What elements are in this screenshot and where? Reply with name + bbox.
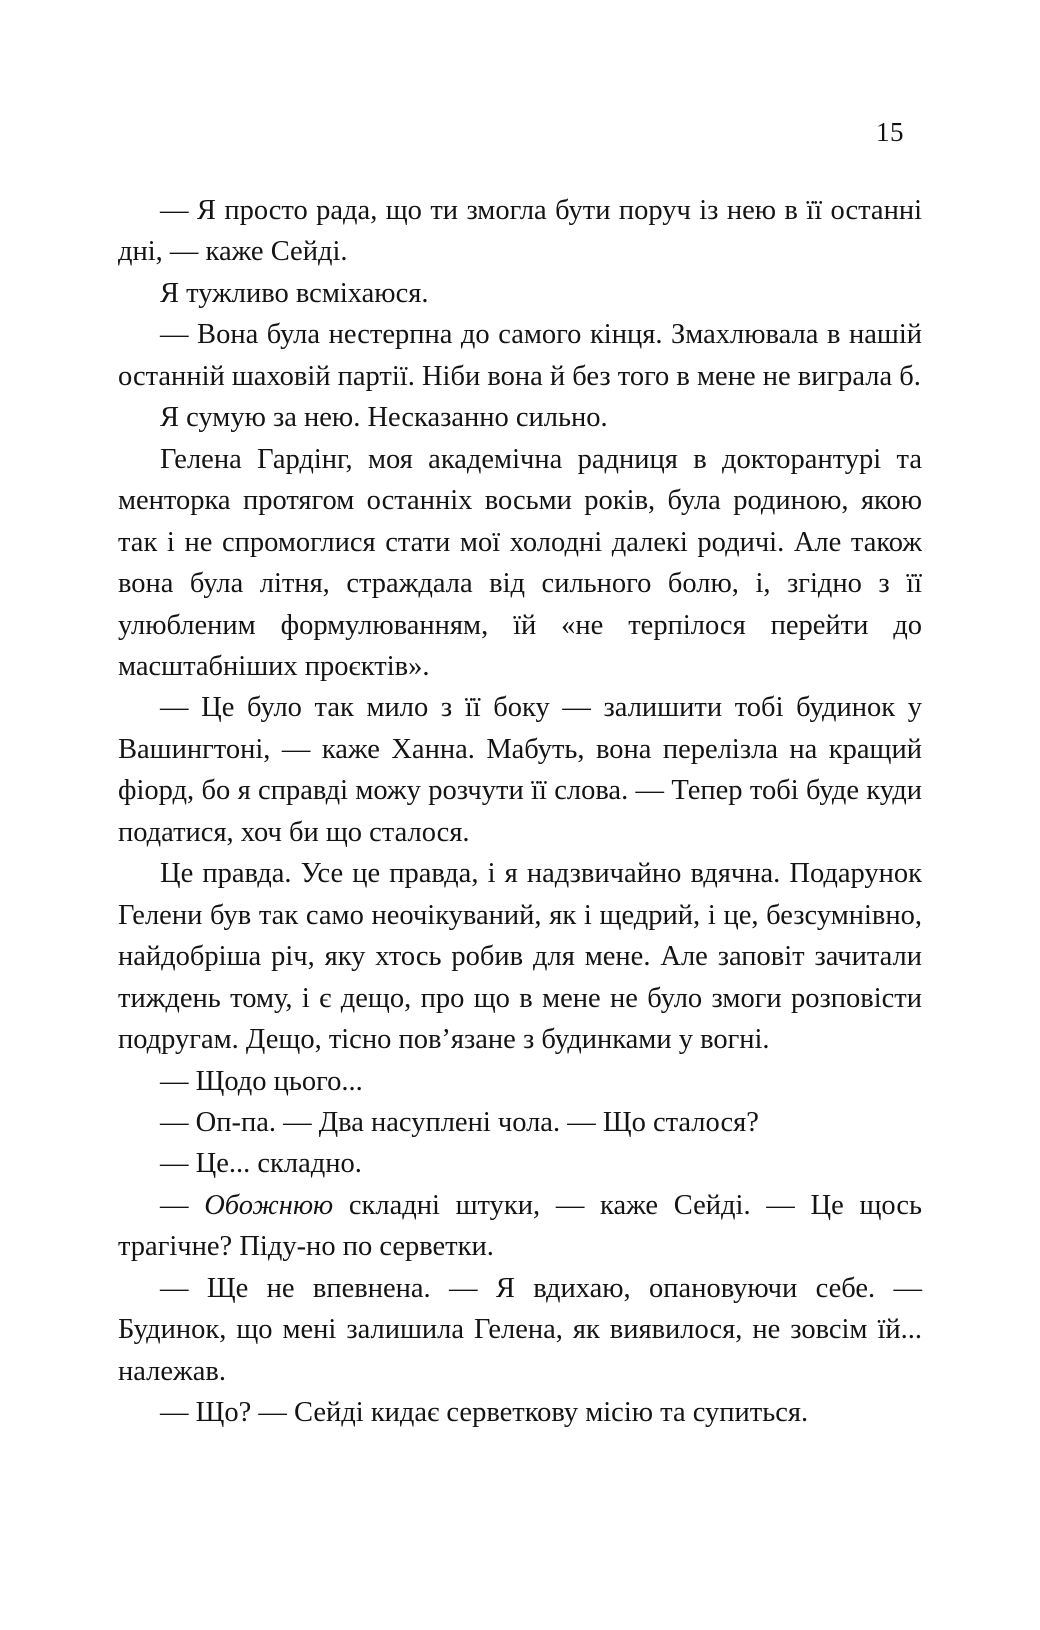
paragraph: — Щодо цього...: [160, 1065, 363, 1097]
page-body: [118, 190, 922, 1434]
paragraph: — Це... складно.: [160, 1148, 362, 1180]
paragraph-italic-lead: — Обожнюю складні штуки, — каже Сейді. — Це щось трагічне? Піду-но по серветки.: [118, 1189, 923, 1263]
italic-phrase: Обожнюю: [204, 1189, 334, 1221]
paragraph: — Оп-па. — Два насуплені чола. — Що сталося?: [160, 1106, 759, 1138]
page-number: 15: [876, 117, 904, 147]
paragraph: Я тужливо всміхаюся.: [160, 277, 429, 309]
paragraph: — Я просто рада, що ти змогла бути поруч із нею в її останні дні, — каже Сейді.: [118, 195, 922, 268]
paragraph: Це правда. Усе це правда, і я надзвичайно вдячна. Подарунок Гелени був так само неочікуваний, як і щедрий, і це, безсумнівно, найдобріша річ, яку хтось робив для мене. Але заповіт зачитали тиждень тому, і є дещо, про що в мене не було змоги розповісти подругам. Дещо, тісно пов’язане з будинками у вогні.: [118, 858, 922, 1056]
paragraph: — Вона була нестерпна до самого кінця. Змахлювала в нашій останній шаховій партії. Ніби вона й без того в мене не виграла б.: [118, 319, 922, 392]
paragraph: — Це було так мило з її боку — залишити тобі будинок у Вашингтоні, — каже Ханна. Мабуть, вона перелізла на кращий фіорд, бо я справді можу розчути її слова. — Тепер тобі буде куди податися, хоч би що сталося.: [118, 692, 922, 848]
paragraph: Я сумую за нею. Несказанно сильно.: [160, 402, 608, 434]
paragraph: — Ще не впевнена. — Я вдихаю, опановуючи себе. — Будинок, що мені залишила Гелена, як виявилося, не зовсім їй... належав.: [118, 1272, 922, 1387]
paragraph: Гелена Гардінг, моя академічна радниця в докторантурі та менторка протягом останніх восьми років, була родиною, якою так і не спромоглися стати мої холодні далекі родичі. Але також вона була літня, страждала від сильного болю, і, згідно з її улюбленим формулюванням, їй «не терпілося перейти до масштабніших проєктів».: [118, 443, 922, 682]
paragraph: — Що? — Сейді кидає серветкову місію та супиться.: [160, 1397, 809, 1429]
